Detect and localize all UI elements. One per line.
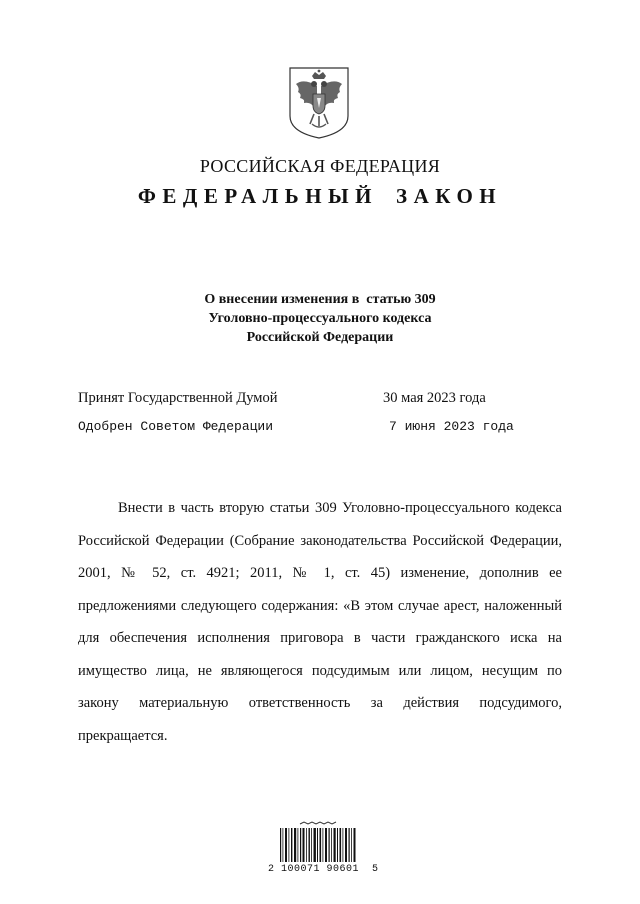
russian-coat-of-arms-icon [286, 64, 352, 140]
law-body [78, 492, 562, 752]
council-approval-date: 7 июня 2023 года [389, 419, 514, 434]
duma-adoption-date: 30 мая 2023 года [383, 390, 486, 406]
document-type-title [0, 184, 640, 209]
country-heading: РОССИЙСКАЯ ФЕДЕРАЦИЯ [199, 156, 441, 176]
council-approval-label: Одобрен Советом Федерации [78, 419, 274, 434]
law-title-word-1: ФЕДЕРАЛЬНЫЙ [137, 184, 378, 208]
subject-line-1: О внесении изменения в статью 309 [204, 292, 436, 307]
law-title-word-2: ЗАКОН [396, 184, 503, 208]
barcode-number: 2 100071 90601 5 [268, 864, 379, 875]
duma-adoption-label: Принят Государственной Думой [78, 390, 278, 406]
body-paragraph: Внести в часть вторую статьи 309 Уголовно-процессуального кодекса Российской Федерации (Собрание законодательства Российской Федерации, 2001, № 52, ст. 4921; 2011, № 1, ст. 45) изменение, дополнив ее предложениями следующего содержания: «В этом случае арест, наложенный для обеспечения исполнения приговора в части гражданского иска на имущество лица, не являющегося подсудимым или лицом, несущим по закону материальную ответственность за действия подсудимого, прекращается. [78, 500, 562, 744]
law-subject [0, 290, 640, 347]
subject-line-2: Уголовно-процессуального кодекса [208, 311, 432, 326]
barcode-icon [278, 820, 358, 864]
subject-line-3: Российской Федерации [246, 330, 394, 345]
